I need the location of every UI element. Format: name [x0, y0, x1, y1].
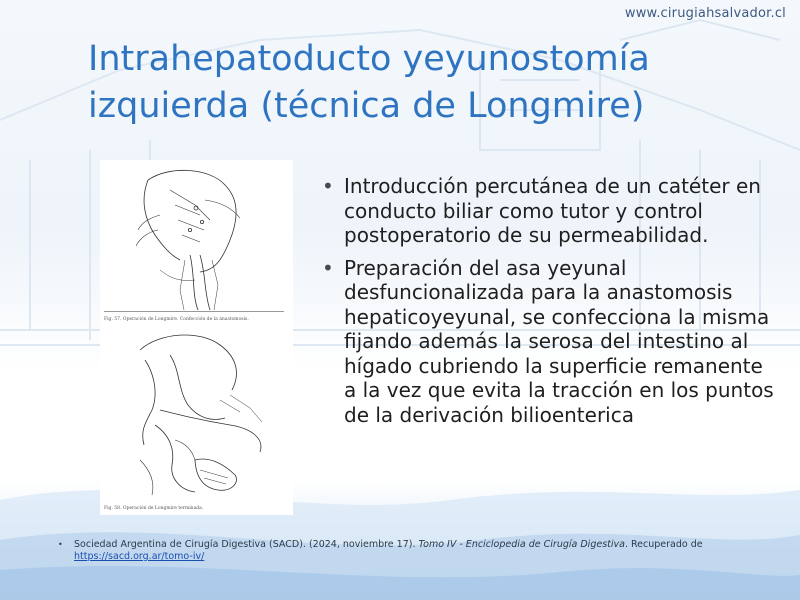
bullet-text: Preparación del asa yeyunal desfuncionalizada para la anastomosis hepaticoyeyunal, se confecciona la misma fijando además la serosa del intestino al hígado cubriendo la superficie remanente a la vez que evita la tracción en los puntos de la derivación bilioenterica — [344, 255, 774, 427]
bullet-list — [322, 174, 777, 435]
bullet-dot-icon: • — [322, 174, 334, 198]
reference-citation — [58, 539, 758, 563]
figure-caption-bottom: Fig. 58. Operación de Longmire terminada. — [104, 506, 204, 511]
reference-bullet-icon: • — [58, 540, 63, 549]
bullet-item — [322, 256, 777, 428]
reference-work-title: Tomo IV - Enciclopedia de Cirugía Digestiva — [418, 539, 625, 550]
website-url: www.cirugiahsalvador.cl — [624, 6, 786, 21]
slide-title: Intrahepatoducto yeyunostomía izquierda (técnica de Longmire) — [88, 39, 650, 126]
bullet-item — [322, 174, 777, 248]
surgical-illustration — [100, 160, 293, 515]
bullet-dot-icon: • — [322, 255, 334, 280]
reference-retrieved: . Recuperado de — [624, 539, 703, 550]
bullet-text: Introducción percutánea de un catéter en conducto biliar como tutor y control postoperatorio de su permeabilidad. — [344, 174, 761, 247]
figure-divider — [104, 311, 284, 312]
figure-caption-top: Fig. 57. Operación de Longmire. Confección de la anastomosis. — [104, 317, 249, 322]
reference-link[interactable]: https://sacd.org.ar/tomo-iv/ — [74, 551, 205, 562]
reference-authors: Sociedad Argentina de Cirugía Digestiva (SACD). (2024, noviembre 17). — [74, 539, 419, 550]
longmire-drawings — [100, 160, 293, 515]
